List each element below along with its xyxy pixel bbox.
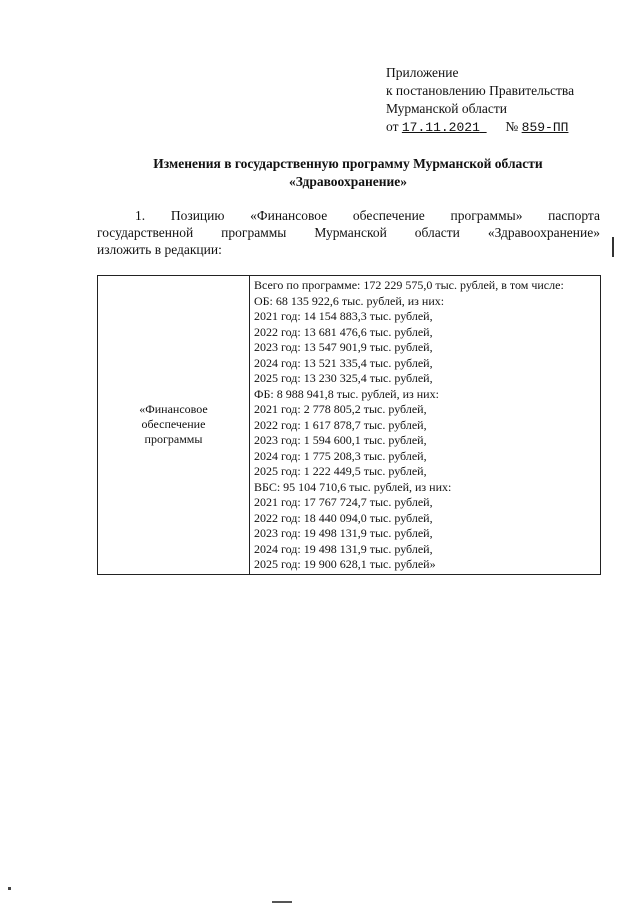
label-line-3: программы [144, 432, 203, 447]
financing-line: 2024 год: 19 498 131,9 тыс. рублей, [254, 541, 433, 556]
title-line-2: «Здравоохранение» [288, 174, 408, 189]
paragraph-line-1: 1. Позицию «Финансовое обеспечение программы» паспорта [135, 208, 600, 223]
financing-line: 2024 год: 1 775 208,3 тыс. рублей, [254, 448, 427, 463]
financing-line: 2023 год: 1 594 600,1 тыс. рублей, [254, 433, 427, 447]
financing-line: 2023 год: 19 498 131,9 тыс. рублей, [254, 526, 433, 540]
decree-number: 859-ПП [521, 120, 569, 135]
from-label: от [386, 119, 399, 134]
decree-date: 17.11.2021 [401, 120, 480, 135]
table-row [98, 276, 601, 575]
appendix-line-2: к постановлению Правительства [386, 83, 575, 98]
financing-line: ВБС: 95 104 710,6 тыс. рублей, из них: [254, 479, 452, 494]
financing-line: ОБ: 68 135 922,6 тыс. рублей, из них: [254, 293, 445, 308]
financing-line: 2022 год: 18 440 094,0 тыс. рублей, [254, 510, 433, 525]
financing-line: 2021 год: 17 767 724,7 тыс. рублей, [254, 495, 433, 509]
financing-line: 2021 год: 14 154 883,3 тыс. рублей, [254, 309, 433, 323]
position-label-cell [98, 276, 250, 575]
financing-line: Всего по программе: 172 229 575,0 тыс. рублей, в том числе: [254, 278, 564, 292]
label-line-2: обеспечение [141, 417, 206, 432]
financing-line: 2023 год: 13 547 901,9 тыс. рублей, [254, 340, 433, 354]
instruction-paragraph [97, 207, 600, 258]
paragraph-line-2: государственной программы Мурманской области «Здравоохранение» [97, 225, 600, 240]
document-title [96, 155, 600, 191]
appendix-line-1: Приложение [386, 65, 459, 80]
financing-line: ФБ: 8 988 941,8 тыс. рублей, из них: [254, 386, 439, 401]
financing-table [97, 275, 601, 575]
financing-line: 2025 год: 1 222 449,5 тыс. рублей, [254, 464, 427, 478]
appendix-line-3: Мурманской области [386, 101, 507, 116]
margin-mark [612, 237, 614, 257]
scan-artifact [272, 901, 292, 903]
scan-artifact [8, 887, 11, 890]
title-line-1: Изменения в государственную программу Мурманской области [153, 156, 543, 171]
financing-line: 2025 год: 19 900 628,1 тыс. рублей» [254, 557, 436, 571]
financing-data-cell [250, 276, 601, 575]
financing-line: 2022 год: 1 617 878,7 тыс. рублей, [254, 417, 427, 432]
appendix-date-line [386, 118, 574, 137]
financing-line: 2022 год: 13 681 476,6 тыс. рублей, [254, 324, 433, 339]
label-line-1: «Финансовое [139, 402, 208, 417]
paragraph-line-3: изложить в редакции: [97, 242, 222, 257]
financing-line: 2021 год: 2 778 805,2 тыс. рублей, [254, 402, 427, 416]
financing-line: 2024 год: 13 521 335,4 тыс. рублей, [254, 355, 433, 370]
financing-line: 2025 год: 13 230 325,4 тыс. рублей, [254, 371, 433, 385]
appendix-block [386, 64, 574, 137]
number-label: № [505, 119, 519, 134]
